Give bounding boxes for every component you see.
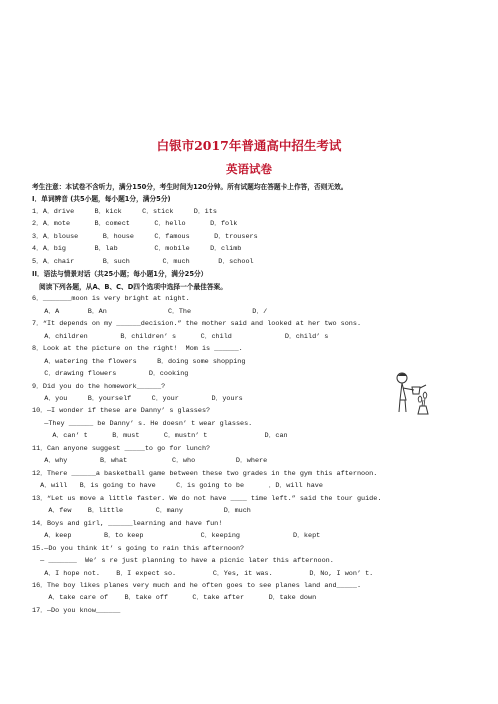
section-heading-line: I．单词辨音 (共5小题，每小题1分，满分5分) — [32, 195, 171, 204]
question-line: 1．A．drive B．kick C．stick D．its — [32, 207, 217, 216]
question-line: 8．Look at the picture on the right! Mom is ______. — [32, 345, 243, 354]
question-line: A．you B．yourself C．your D．yours — [32, 394, 243, 403]
question-line: A．why B．what C．who D．where — [32, 457, 268, 466]
question-line: 10．—I wonder if these are Danny’ s glasses? — [32, 407, 211, 416]
mother-watering-flowers-illustration — [388, 370, 430, 420]
section-heading-line: II．语法与情景对话（共25小题；每小题1分，满分25分） — [32, 270, 208, 279]
question-line: A．will B．is going to have C．is going to be ．D．will have — [32, 482, 323, 491]
question-line: 13．“Let us move a little faster. We do not have ____ time left.” said the tour guide. — [32, 494, 382, 503]
exam-subtitle: 英语试卷 — [226, 162, 272, 176]
question-line: 7．“It depends on my ______decision.” the mother said and looked at her two sons. — [32, 320, 362, 329]
question-line: 5．A．chair B．such C．much D．school — [32, 257, 254, 266]
question-line: A．I hope not. B．I expect so. C．Yes, it was. D．No, I won’ t. — [32, 569, 374, 578]
question-line: A．children B．children’ s C．child D．child’ s — [32, 332, 329, 341]
question-line: —They ______ be Danny’ s. He doesn’ t wear glasses. — [32, 419, 253, 428]
question-line: 9．Did you do the homework______? — [32, 382, 166, 391]
question-line: 15.—Do you think it’ s going to rain this afternoon? — [32, 544, 245, 553]
question-line: A．few B．little C．many D．much — [32, 507, 251, 516]
question-line: 17．—Do you know______ — [32, 606, 121, 615]
question-line: 14．Boys and girl, ______learning and have fun! — [32, 519, 223, 528]
question-line: 6．_______moon is very bright at night. — [32, 295, 190, 304]
question-line: A．can’ t B．must C．mustn’ t D．can — [32, 432, 288, 441]
question-line: — _______ We’ s re just planning to have a picnic later this afternoon. — [32, 557, 334, 566]
exam-title: 白银市2017年普通高中招生考试 — [156, 138, 342, 153]
question-line: 11．Can anyone suggest _____to go for lunch? — [32, 444, 211, 453]
section-heading-line: 考生注意：本试卷不含听力，满分150分，考生时间为120分钟。所有试题均在答题卡上作答，否则无效。 — [32, 183, 348, 191]
question-line: 4．A．big B．lab C．mobile D．climb — [32, 245, 242, 254]
question-line: 16．The boy likes planes very much and he often goes to see planes land and_____. — [32, 582, 362, 590]
question-line: A．take care of B．take off C．take after D．take down — [32, 594, 317, 603]
question-line: A．keep B．to keep C．keeping D．kept — [32, 532, 321, 541]
question-line: A．watering the flowers B．doing some shopping — [32, 357, 246, 366]
question-line: C．drawing flowers D．cooking — [32, 370, 189, 379]
section-heading-line: 阅读下列各题，从A、B、C、D四个选项中选择一个最佳答案。 — [32, 282, 227, 291]
question-line: 2．A．mote B．comect C．hello D．folk — [32, 220, 238, 229]
question-line: A．A B．An C．The D．/ — [32, 307, 268, 316]
question-line: 12．There ______a basketball game between these two grades in the gym this afternoon. — [32, 469, 378, 478]
question-line: 3．A．blouse B．house C．famous D．trousers — [32, 232, 258, 241]
